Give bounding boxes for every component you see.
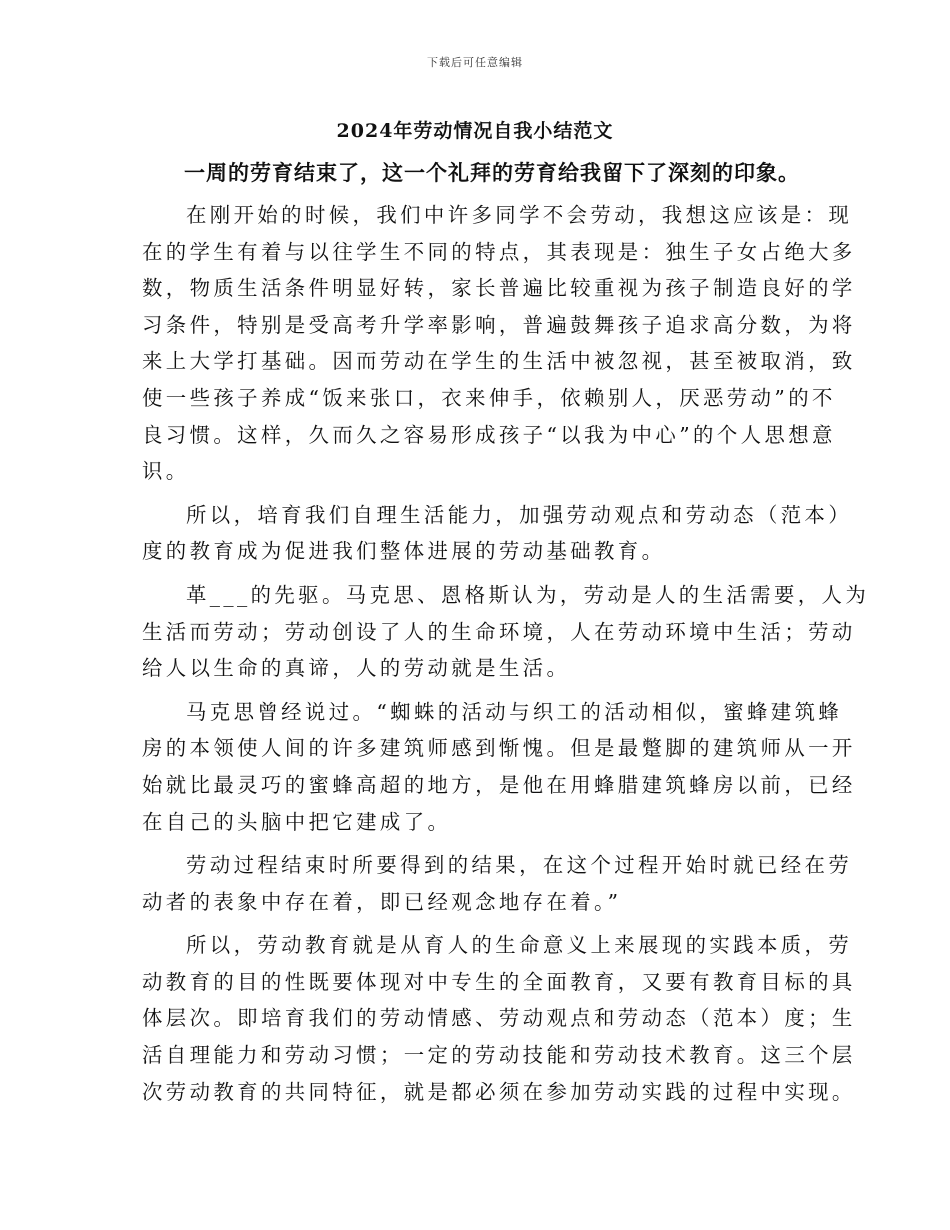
paragraph-line: 来上大学打基础。因而劳动在学生的生活中被忽视，甚至被取消，致	[142, 349, 856, 374]
paragraph-line: 所以，培育我们自理生活能力，加强劳动观点和劳动态（范本）	[186, 502, 853, 527]
paragraph-line: 所以，劳动教育就是从育人的生命意义上来展现的实践本质，劳	[186, 933, 853, 958]
paragraph-4	[142, 694, 856, 840]
paragraph-6	[142, 927, 856, 1110]
paragraph-line: 识。	[142, 459, 190, 484]
paragraph-2	[142, 497, 853, 570]
paragraph-line: 动教育的目的性既要体现对中专生的全面教育，又要有教育目标的具	[142, 969, 856, 994]
paragraph-line: 使一些孩子养成“饭来张口，衣来伸手，依赖别人，厌恶劳动”的不	[142, 385, 836, 410]
paragraph-line: 体层次。即培育我们的劳动情感、劳动观点和劳动态（范本）度；生	[142, 1006, 856, 1031]
paragraph-line: 马克思曾经说过。“蜘蛛的活动与织工的活动相似，蜜蜂建筑蜂	[186, 699, 843, 724]
paragraph-line: 在刚开始的时候，我们中许多同学不会劳动，我想这应该是：现	[186, 203, 853, 227]
paragraph-line: 习条件，特别是受高考升学率影响，普遍鼓舞孩子追求高分数，为将	[142, 312, 856, 337]
page-title: 2024年劳动情况自我小结范文	[336, 120, 614, 142]
lead-sentence: 一周的劳育结束了，这一个礼拜的劳育给我留下了深刻的印象。	[184, 160, 800, 185]
paragraph-line: 在自己的头脑中把它建成了。	[142, 809, 452, 834]
paragraph-line: 活自理能力和劳动习惯；一定的劳动技能和劳动技术教育。这三个层	[142, 1043, 856, 1068]
paragraph-line: 房的本领使人间的许多建筑师感到惭愧。但是最蹩脚的建筑师从一开	[142, 736, 856, 761]
paragraph-line: 生活而劳动；劳动创设了人的生命环境，人在劳动环境中生活；劳动	[142, 619, 856, 644]
paragraph-line: 数，物质生活条件明显好转，家长普遍比较重视为孩子制造良好的学	[142, 276, 856, 301]
paragraph-1	[142, 197, 856, 490]
paragraph-line: 劳动过程结束时所要得到的结果，在这个过程开始时就已经在劳	[186, 853, 853, 878]
paragraph-line: 在的学生有着与以往学生不同的特点，其表现是：独生子女占绝大多	[142, 239, 856, 264]
paragraph-line: 度的教育成为促进我们整体进展的劳动基础教育。	[142, 539, 666, 564]
document-body	[142, 155, 870, 1117]
paragraph-line: 动者的表象中存在着，即已经观念地存在着。”	[142, 889, 622, 914]
paragraph-line: 革___的先驱。马克思、恩格斯认为，劳动是人的生活需要，人为	[186, 582, 870, 607]
paragraph-line: 良习惯。这样，久而久之容易形成孩子“以我为中心”的个人思想意	[142, 422, 836, 447]
paragraph-line: 始就比最灵巧的蜜蜂高超的地方，是他在用蜂腊建筑蜂房以前，已经	[142, 772, 856, 797]
paragraph-5	[142, 847, 853, 920]
paragraph-line: 次劳动教育的共同特征，就是都必须在参加劳动实践的过程中实现。	[142, 1079, 856, 1104]
paragraph-3	[142, 577, 870, 687]
paragraph-line: 给人以生命的真谛，人的劳动就是生活。	[142, 656, 571, 681]
header-note: 下载后可任意编辑	[427, 56, 523, 69]
